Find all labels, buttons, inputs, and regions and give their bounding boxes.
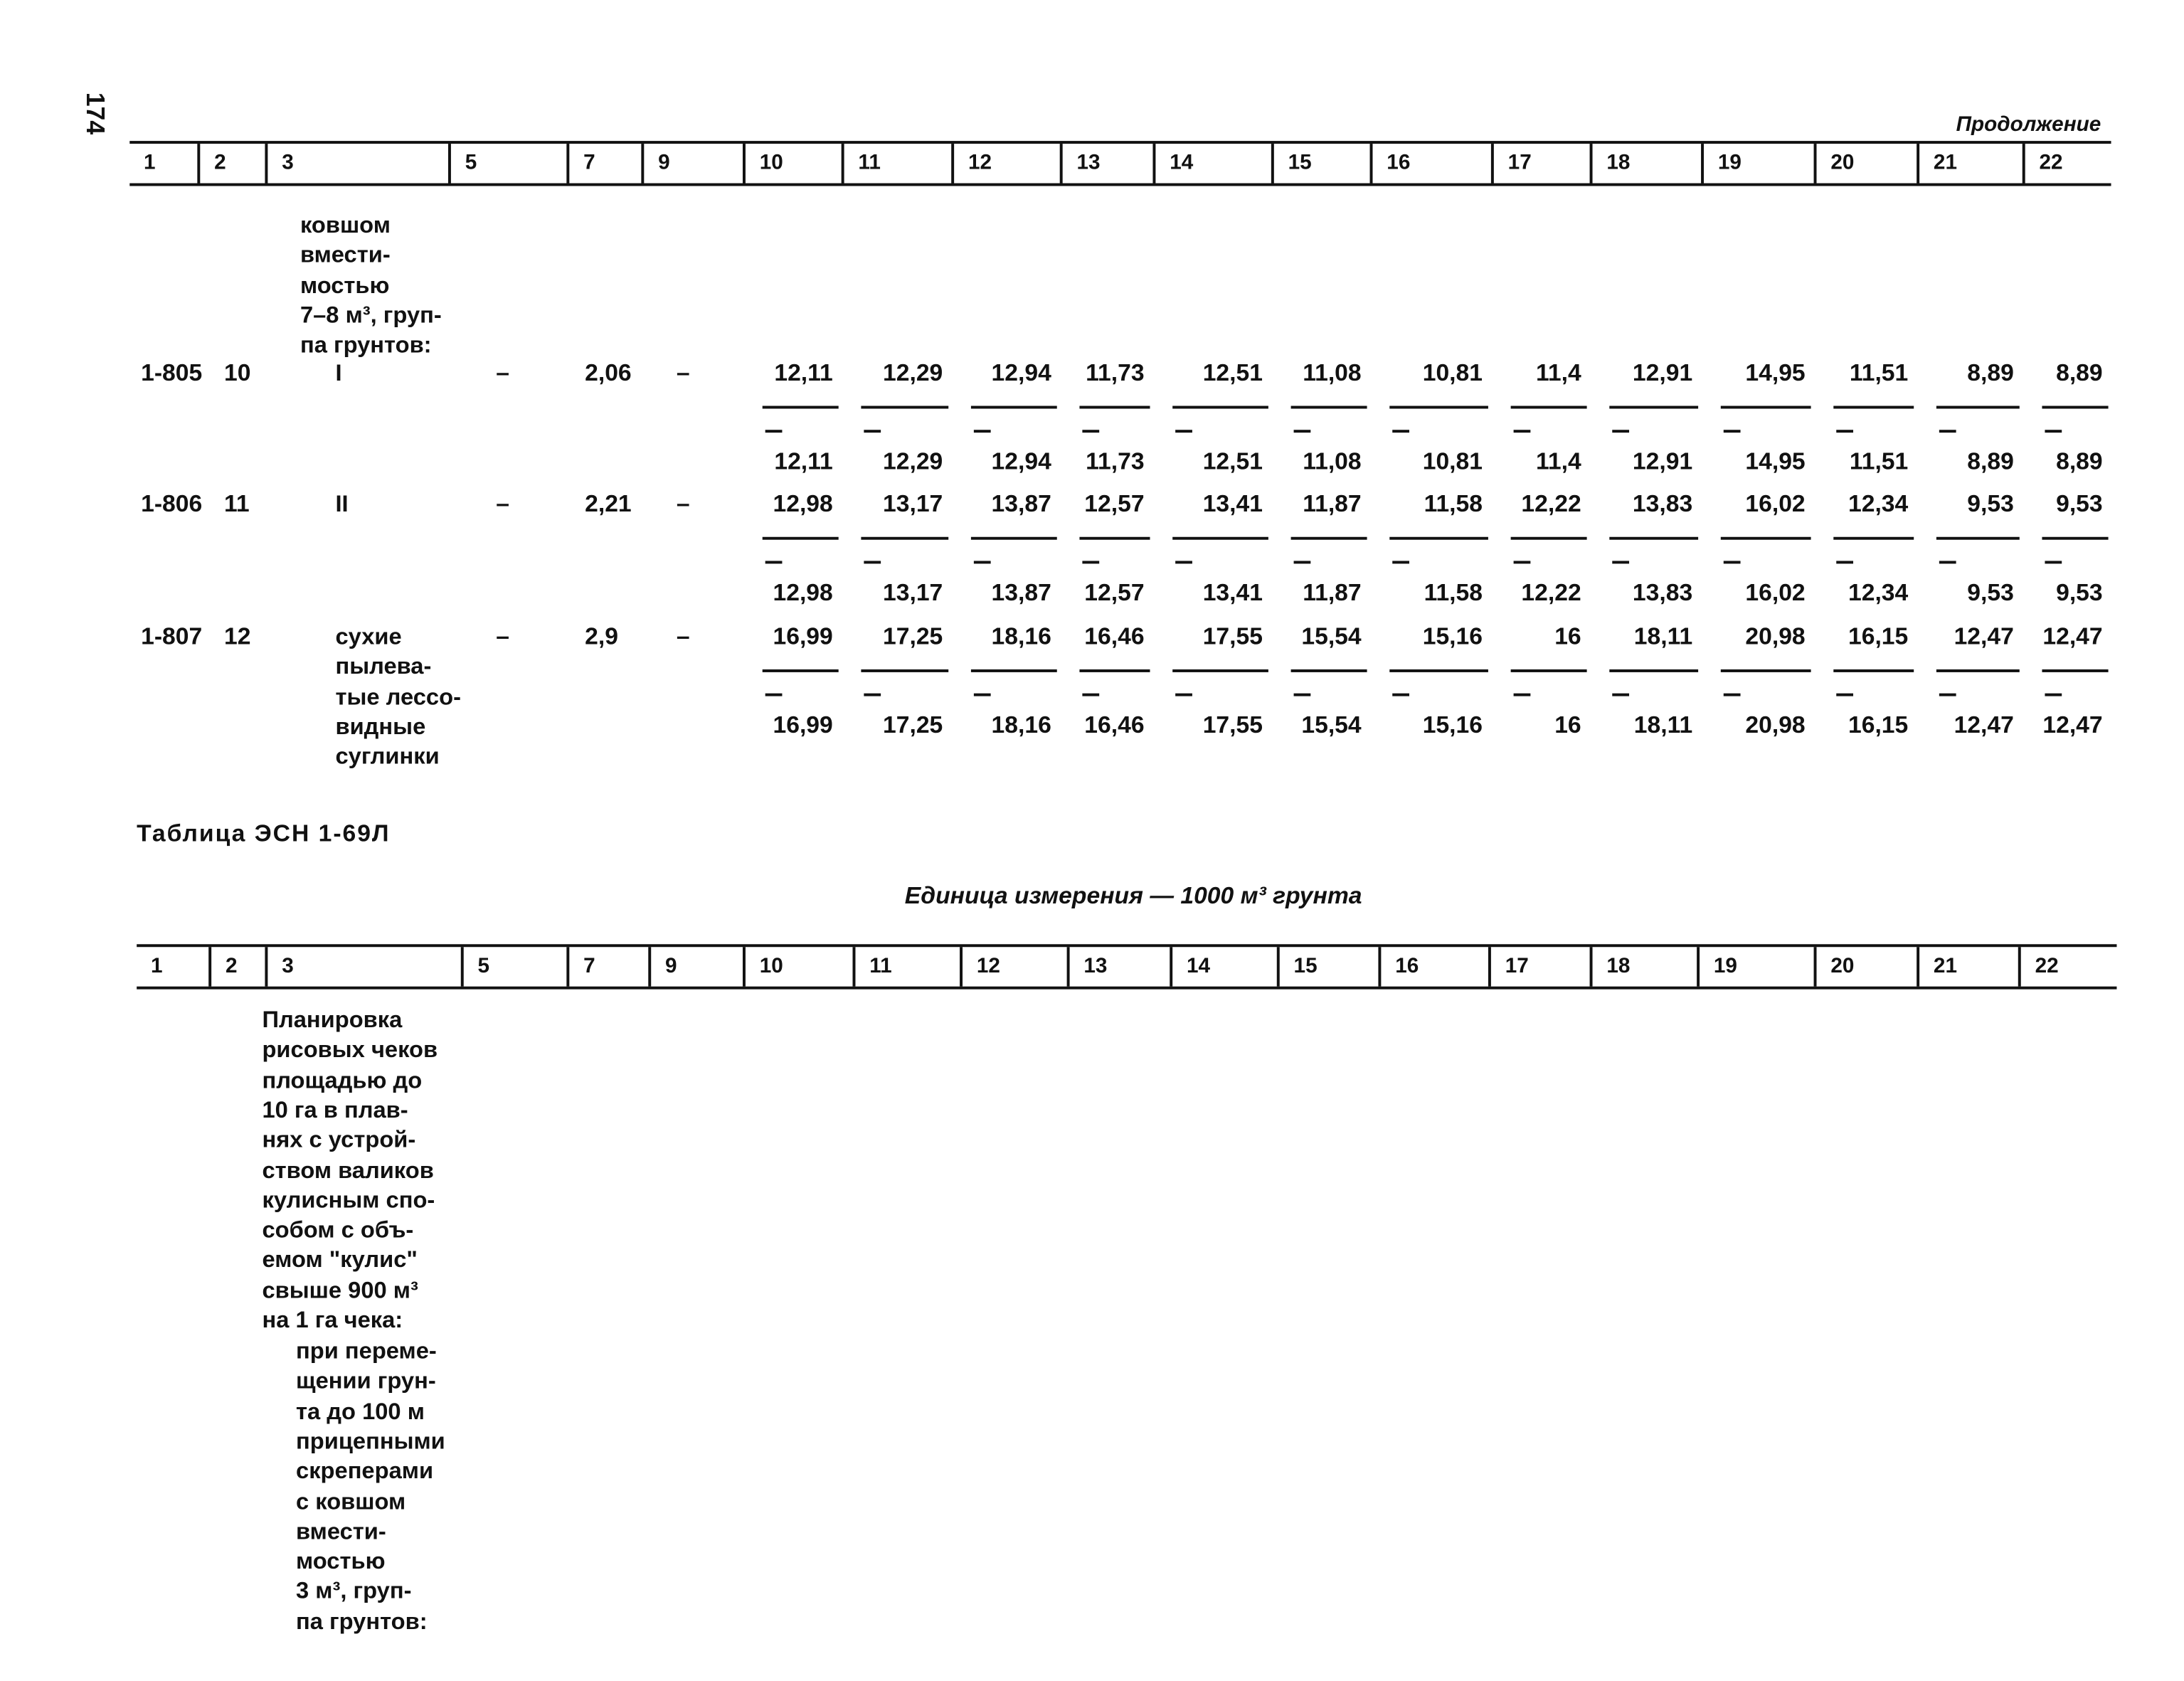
denominator-value: 16,46: [1084, 711, 1145, 739]
column-header: 18: [1590, 144, 1701, 183]
denominator-value: 11,58: [1424, 579, 1483, 606]
fraction-line: [1936, 669, 2020, 672]
fraction-line: [1833, 406, 1914, 408]
column-header: 9: [641, 144, 743, 183]
description-line: емом "кулис": [262, 1247, 418, 1273]
description-line: мостью: [299, 272, 390, 299]
row-description: тые лессо-: [335, 684, 461, 710]
denominator-dash: [1724, 694, 1741, 696]
denominator-dash: [974, 694, 991, 696]
denominator-dash: [1175, 430, 1192, 433]
fraction-line: [1721, 669, 1811, 672]
denominator-value: 18,11: [1633, 711, 1693, 739]
column-header: 13: [1067, 947, 1170, 986]
numerator-value: 18,11: [1633, 622, 1693, 650]
row-description: I: [335, 361, 342, 386]
denominator-value: 13,41: [1202, 579, 1263, 606]
column-header: 2: [208, 947, 265, 986]
col7-value: 2,21: [585, 490, 632, 518]
numerator-value: 13,41: [1202, 490, 1263, 518]
fraction-line: [861, 537, 948, 539]
denominator-dash: [1836, 561, 1853, 563]
fraction-line: [1172, 406, 1268, 408]
denominator-dash: [1294, 430, 1311, 433]
column-header: 7: [566, 947, 648, 986]
description-line: щении грун-: [296, 1369, 436, 1394]
numerator-value: 11,51: [1849, 359, 1909, 386]
column-header: 3: [265, 947, 460, 986]
denominator-dash: [1514, 430, 1531, 433]
fraction-line: [971, 669, 1057, 672]
column-header: 2: [197, 144, 265, 183]
fraction-line: [2042, 406, 2108, 408]
denominator-value: 12,94: [991, 447, 1051, 475]
denominator-value: 14,95: [1745, 447, 1806, 475]
numerator-value: 11,87: [1303, 490, 1362, 518]
fraction-line: [971, 537, 1057, 539]
column-header: 15: [1277, 947, 1379, 986]
description-line: па грунтов:: [299, 332, 432, 359]
fraction-line: [1389, 406, 1488, 408]
row-code: 1-807: [141, 622, 203, 650]
fraction-line: [1389, 669, 1488, 672]
numerator-value: 11,4: [1535, 359, 1581, 386]
column-header: 20: [1814, 947, 1917, 986]
description-line: 10 га в плав-: [262, 1097, 408, 1123]
numerator-value: 8,89: [1967, 359, 2014, 386]
description-line: рисовых чеков: [262, 1037, 438, 1064]
column-header: 12: [960, 947, 1067, 986]
description-line: нях с устрой-: [262, 1128, 416, 1153]
column-header: 11: [853, 947, 960, 986]
numerator-value: 8,89: [2056, 359, 2103, 386]
row-number: 12: [223, 622, 251, 650]
numerator-value: 15,54: [1301, 622, 1362, 650]
column-header: 10: [743, 947, 853, 986]
numerator-value: 12,34: [1848, 490, 1909, 518]
fraction-line: [1721, 537, 1811, 539]
denominator-value: 12,29: [883, 447, 943, 475]
denominator-dash: [1612, 430, 1629, 433]
col9-value: –: [676, 622, 690, 650]
denominator-value: 16,99: [773, 711, 833, 739]
denominator-value: 8,89: [2056, 447, 2103, 475]
description-line: та до 100 м: [296, 1399, 425, 1424]
column-header: 22: [2023, 144, 2111, 183]
description-line: скреперами: [296, 1458, 434, 1485]
numerator-value: 13,87: [991, 490, 1051, 518]
column-header: 16: [1370, 144, 1491, 183]
row-description: II: [335, 492, 349, 518]
denominator-dash: [864, 561, 881, 563]
description-line: ством валиков: [262, 1157, 434, 1184]
numerator-value: 12,47: [2042, 622, 2103, 650]
description-line: 3 м³, груп-: [296, 1579, 412, 1605]
description-line: 7–8 м³, груп-: [299, 302, 442, 329]
fraction-line: [1291, 537, 1367, 539]
denominator-dash: [1939, 694, 1956, 696]
numerator-value: 16,99: [773, 622, 833, 650]
numerator-value: 20,98: [1745, 622, 1806, 650]
denominator-dash: [1724, 430, 1741, 433]
denominator-value: 16,15: [1848, 711, 1909, 739]
description-line: на 1 га чека:: [262, 1308, 403, 1334]
row-number: 11: [223, 490, 250, 518]
fraction-line: [861, 669, 948, 672]
column-header: 21: [1917, 144, 2023, 183]
denominator-dash: [1939, 430, 1956, 433]
fraction-line: [763, 537, 839, 539]
fraction-line: [861, 406, 948, 408]
denominator-value: 9,53: [2056, 579, 2103, 606]
fraction-line: [1511, 669, 1587, 672]
description-line: с ковшом: [296, 1488, 406, 1515]
denominator-value: 11,4: [1535, 447, 1581, 475]
numerator-value: 11,73: [1086, 359, 1145, 386]
denominator-value: 11,51: [1849, 447, 1909, 475]
column-header: 10: [743, 144, 842, 183]
column-header: 21: [1917, 947, 2018, 986]
column-header: 12: [951, 144, 1060, 183]
column-header: 5: [461, 947, 567, 986]
description-line: кулисным спо-: [262, 1187, 435, 1214]
denominator-dash: [2045, 694, 2062, 696]
col5-value: –: [496, 359, 510, 386]
fraction-line: [1079, 537, 1150, 539]
denominator-dash: [864, 694, 881, 696]
fraction-line: [1291, 669, 1367, 672]
numerator-value: 11,58: [1424, 490, 1483, 518]
column-header: 1: [150, 954, 163, 978]
column-header: 22: [2018, 947, 2117, 986]
fraction-line: [1936, 406, 2020, 408]
denominator-value: 15,54: [1301, 711, 1362, 739]
description-line: вмести-: [299, 243, 391, 268]
denominator-value: 11,08: [1303, 447, 1362, 475]
numerator-value: 12,29: [883, 359, 943, 386]
page-number: 174: [80, 92, 110, 135]
col5-value: –: [496, 490, 510, 518]
column-header: 19: [1701, 144, 1813, 183]
header-bottom-rule: [129, 184, 2111, 186]
denominator-value: 10,81: [1422, 447, 1483, 475]
column-header: 13: [1060, 144, 1153, 183]
numerator-value: 12,47: [1954, 622, 2014, 650]
column-header: 18: [1590, 947, 1697, 986]
denominator-dash: [1392, 561, 1409, 563]
denominator-dash: [1836, 694, 1853, 696]
numerator-value: 16,46: [1084, 622, 1145, 650]
denominator-value: 8,89: [1967, 447, 2014, 475]
fraction-line: [1511, 537, 1587, 539]
fraction-line: [1609, 669, 1698, 672]
col9-value: –: [676, 490, 690, 518]
denominator-dash: [765, 694, 783, 696]
denominator-value: 18,16: [991, 711, 1051, 739]
denominator-dash: [1294, 694, 1311, 696]
fraction-line: [971, 406, 1057, 408]
numerator-value: 9,53: [1967, 490, 2014, 518]
column-header: 19: [1697, 947, 1813, 986]
numerator-value: 17,55: [1202, 622, 1263, 650]
description-line: собом с объ-: [262, 1217, 414, 1243]
description-line: па грунтов:: [296, 1608, 428, 1635]
denominator-dash: [1082, 430, 1099, 433]
denominator-dash: [1836, 430, 1853, 433]
denominator-dash: [1392, 694, 1409, 696]
denominator-dash: [1175, 561, 1192, 563]
denominator-value: 12,98: [773, 579, 833, 606]
denominator-dash: [1514, 694, 1531, 696]
column-header: 7: [566, 144, 641, 183]
fraction-line: [1609, 406, 1698, 408]
numerator-value: 13,83: [1632, 490, 1693, 518]
denominator-value: 12,91: [1632, 447, 1693, 475]
row-code: 1-806: [141, 490, 203, 518]
row-description: пылева-: [335, 654, 432, 680]
fraction-line: [2042, 537, 2108, 539]
column-header: 5: [448, 144, 566, 183]
col7-value: 2,06: [585, 359, 632, 386]
description-line: прицепными: [296, 1428, 445, 1455]
numerator-value: 14,95: [1745, 359, 1806, 386]
numerator-value: 18,16: [991, 622, 1051, 650]
denominator-dash: [1392, 430, 1409, 433]
numerator-value: 12,51: [1202, 359, 1263, 386]
column-header: 9: [648, 947, 743, 986]
numerator-value: 16,02: [1745, 490, 1806, 518]
description-line: Планировка: [262, 1007, 403, 1034]
numerator-value: 12,11: [774, 359, 833, 386]
column-header: 16: [1378, 947, 1488, 986]
column-header: 15: [1271, 144, 1370, 183]
description-line: вмести-: [296, 1519, 386, 1544]
fraction-line: [2042, 669, 2108, 672]
denominator-dash: [864, 430, 881, 433]
fraction-line: [763, 406, 839, 408]
denominator-value: 13,17: [883, 579, 943, 606]
fraction-line: [1609, 537, 1698, 539]
header-bottom-rule: [137, 987, 2116, 990]
description-line: при переме-: [296, 1338, 437, 1364]
denominator-dash: [1294, 561, 1311, 563]
fraction-line: [1721, 406, 1811, 408]
denominator-value: 17,55: [1202, 711, 1263, 739]
denominator-value: 20,98: [1745, 711, 1806, 739]
fraction-line: [1172, 537, 1268, 539]
numerator-value: 13,17: [883, 490, 943, 518]
description-line: ковшом: [299, 213, 391, 238]
numerator-value: 17,25: [883, 622, 943, 650]
denominator-value: 12,51: [1202, 447, 1263, 475]
denominator-dash: [765, 430, 783, 433]
col7-value: 2,9: [585, 622, 618, 650]
denominator-value: 11,73: [1086, 447, 1145, 475]
col9-value: –: [676, 359, 690, 386]
denominator-dash: [1175, 694, 1192, 696]
numerator-value: 10,81: [1422, 359, 1483, 386]
denominator-dash: [2045, 430, 2062, 433]
fraction-line: [1833, 669, 1914, 672]
fraction-line: [1172, 669, 1268, 672]
fraction-line: [1389, 537, 1488, 539]
denominator-dash: [1514, 561, 1531, 563]
unit-label: Единица измерения — 1000 м³ грунта: [904, 882, 1362, 909]
denominator-value: 12,34: [1848, 579, 1909, 606]
row-description: видные: [335, 714, 426, 740]
row-code: 1-805: [141, 359, 203, 386]
numerator-value: 9,53: [2056, 490, 2103, 518]
numerator-value: 12,94: [991, 359, 1051, 386]
row-description: суглинки: [335, 744, 440, 770]
denominator-dash: [1082, 694, 1099, 696]
denominator-dash: [2045, 561, 2062, 563]
row-number: 10: [223, 359, 251, 386]
denominator-value: 11,87: [1303, 579, 1362, 606]
denominator-dash: [1724, 561, 1741, 563]
denominator-value: 16: [1554, 711, 1581, 739]
numerator-value: 12,98: [773, 490, 833, 518]
denominator-dash: [1612, 694, 1629, 696]
denominator-value: 16,02: [1745, 579, 1806, 606]
fraction-line: [1079, 669, 1150, 672]
denominator-value: 9,53: [1967, 579, 2014, 606]
column-header: 17: [1488, 947, 1590, 986]
column-header: 17: [1491, 144, 1590, 183]
description-line: площадью до: [262, 1067, 423, 1093]
denominator-value: 12,47: [1954, 711, 2014, 739]
column-header: 1: [144, 150, 156, 175]
denominator-value: 13,83: [1632, 579, 1693, 606]
description-line: мостью: [296, 1549, 386, 1574]
denominator-dash: [1082, 561, 1099, 563]
denominator-dash: [1939, 561, 1956, 563]
numerator-value: 15,16: [1422, 622, 1483, 650]
denominator-value: 13,87: [991, 579, 1051, 606]
table-2-title: Таблица ЭСН 1-69Л: [137, 820, 391, 847]
denominator-dash: [974, 430, 991, 433]
denominator-value: 12,47: [2042, 711, 2103, 739]
description-line: свыше 900 м³: [262, 1278, 418, 1303]
column-header: 14: [1152, 144, 1271, 183]
numerator-value: 12,22: [1521, 490, 1581, 518]
numerator-value: 16,15: [1848, 622, 1909, 650]
denominator-value: 12,57: [1084, 579, 1145, 606]
denominator-dash: [765, 561, 783, 563]
column-header: 14: [1170, 947, 1277, 986]
fraction-line: [763, 669, 839, 672]
numerator-value: 12,57: [1084, 490, 1145, 518]
numerator-value: 12,91: [1632, 359, 1693, 386]
column-header: 20: [1814, 144, 1917, 183]
continuation-label: Продолжение: [1956, 112, 2101, 137]
fraction-line: [1936, 537, 2020, 539]
fraction-line: [1079, 406, 1150, 408]
denominator-value: 15,16: [1422, 711, 1483, 739]
column-header: 11: [842, 144, 952, 183]
denominator-value: 12,22: [1521, 579, 1581, 606]
denominator-value: 12,11: [774, 447, 833, 475]
row-description: сухие: [335, 624, 402, 650]
fraction-line: [1291, 406, 1367, 408]
fraction-line: [1511, 406, 1587, 408]
denominator-dash: [974, 561, 991, 563]
fraction-line: [1833, 537, 1914, 539]
numerator-value: 11,08: [1303, 359, 1362, 386]
column-header: 3: [265, 144, 448, 183]
denominator-dash: [1612, 561, 1629, 563]
col5-value: –: [496, 622, 510, 650]
numerator-value: 16: [1554, 622, 1581, 650]
denominator-value: 17,25: [883, 711, 943, 739]
